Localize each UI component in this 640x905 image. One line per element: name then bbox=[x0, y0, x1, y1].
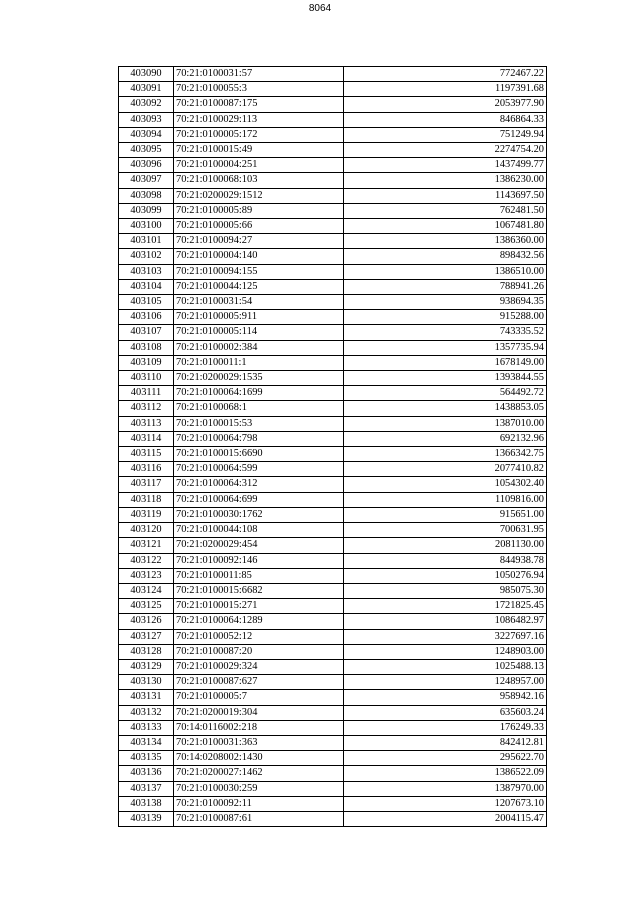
cadastral-number-cell: 70:21:0100015:6682 bbox=[174, 583, 344, 598]
row-number-cell: 403127 bbox=[119, 629, 174, 644]
row-number-cell: 403130 bbox=[119, 675, 174, 690]
cadastral-number-cell: 70:21:0100052:12 bbox=[174, 629, 344, 644]
cadastral-number-cell: 70:21:0100094:27 bbox=[174, 234, 344, 249]
table-row bbox=[119, 523, 547, 538]
table-row bbox=[119, 97, 547, 112]
row-number-cell: 403095 bbox=[119, 143, 174, 158]
cadastral-value-cell: 3227697.16 bbox=[344, 629, 547, 644]
table-row bbox=[119, 279, 547, 294]
row-number-cell: 403133 bbox=[119, 720, 174, 735]
table-row bbox=[119, 173, 547, 188]
cadastral-number-cell: 70:21:0100031:54 bbox=[174, 295, 344, 310]
cadastral-value-cell: 1386230.00 bbox=[344, 173, 547, 188]
row-number-cell: 403112 bbox=[119, 401, 174, 416]
cadastral-value-cell: 2077410.82 bbox=[344, 462, 547, 477]
row-number-cell: 403131 bbox=[119, 690, 174, 705]
table-row bbox=[119, 477, 547, 492]
cadastral-number-cell: 70:21:0200027:1462 bbox=[174, 766, 344, 781]
cadastral-number-cell: 70:21:0100044:108 bbox=[174, 523, 344, 538]
cadastral-value-cell: 788941.26 bbox=[344, 279, 547, 294]
cadastral-value-cell: 772467.22 bbox=[344, 67, 547, 82]
cadastral-value-cell: 1025488.13 bbox=[344, 659, 547, 674]
table-row bbox=[119, 705, 547, 720]
cadastral-number-cell: 70:21:0100030:1762 bbox=[174, 507, 344, 522]
cadastral-value-cell: 2004115.47 bbox=[344, 811, 547, 826]
table-row bbox=[119, 811, 547, 826]
table-row bbox=[119, 310, 547, 325]
cadastral-number-cell: 70:21:0100092:146 bbox=[174, 553, 344, 568]
cadastral-value-cell: 1437499.77 bbox=[344, 158, 547, 173]
cadastral-value-cell: 743335.52 bbox=[344, 325, 547, 340]
row-number-cell: 403109 bbox=[119, 355, 174, 370]
row-number-cell: 403135 bbox=[119, 751, 174, 766]
table-row bbox=[119, 796, 547, 811]
table-row bbox=[119, 416, 547, 431]
cadastral-value-cell: 1248957.00 bbox=[344, 675, 547, 690]
table-row bbox=[119, 599, 547, 614]
cadastral-number-cell: 70:21:0100011:85 bbox=[174, 568, 344, 583]
registry-table bbox=[118, 66, 547, 827]
cadastral-value-cell: 2274754.20 bbox=[344, 143, 547, 158]
row-number-cell: 403105 bbox=[119, 295, 174, 310]
cadastral-number-cell: 70:21:0100087:627 bbox=[174, 675, 344, 690]
table-row bbox=[119, 203, 547, 218]
table-row bbox=[119, 462, 547, 477]
cadastral-value-cell: 1387970.00 bbox=[344, 781, 547, 796]
row-number-cell: 403128 bbox=[119, 644, 174, 659]
cadastral-value-cell: 635603.24 bbox=[344, 705, 547, 720]
cadastral-number-cell: 70:21:0100064:312 bbox=[174, 477, 344, 492]
row-number-cell: 403104 bbox=[119, 279, 174, 294]
cadastral-value-cell: 915651.00 bbox=[344, 507, 547, 522]
cadastral-value-cell: 2053977.90 bbox=[344, 97, 547, 112]
cadastral-value-cell: 692132.96 bbox=[344, 431, 547, 446]
row-number-cell: 403123 bbox=[119, 568, 174, 583]
cadastral-number-cell: 70:21:0100094:155 bbox=[174, 264, 344, 279]
cadastral-value-cell: 1386510.00 bbox=[344, 264, 547, 279]
cadastral-number-cell: 70:21:0100005:172 bbox=[174, 127, 344, 142]
cadastral-number-cell: 70:21:0200029:1512 bbox=[174, 188, 344, 203]
table-row bbox=[119, 325, 547, 340]
row-number-cell: 403103 bbox=[119, 264, 174, 279]
row-number-cell: 403137 bbox=[119, 781, 174, 796]
table-row bbox=[119, 82, 547, 97]
row-number-cell: 403113 bbox=[119, 416, 174, 431]
cadastral-number-cell: 70:21:0100004:251 bbox=[174, 158, 344, 173]
cadastral-value-cell: 564492.72 bbox=[344, 386, 547, 401]
cadastral-number-cell: 70:21:0100015:49 bbox=[174, 143, 344, 158]
table-row bbox=[119, 249, 547, 264]
cadastral-number-cell: 70:21:0200029:454 bbox=[174, 538, 344, 553]
row-number-cell: 403111 bbox=[119, 386, 174, 401]
table-row bbox=[119, 568, 547, 583]
cadastral-number-cell: 70:21:0200019:304 bbox=[174, 705, 344, 720]
cadastral-number-cell: 70:21:0100092:11 bbox=[174, 796, 344, 811]
row-number-cell: 403122 bbox=[119, 553, 174, 568]
cadastral-value-cell: 751249.94 bbox=[344, 127, 547, 142]
row-number-cell: 403100 bbox=[119, 219, 174, 234]
table-row bbox=[119, 386, 547, 401]
cadastral-number-cell: 70:21:0100064:798 bbox=[174, 431, 344, 446]
table-row bbox=[119, 720, 547, 735]
table-row bbox=[119, 492, 547, 507]
table-row bbox=[119, 781, 547, 796]
table-row bbox=[119, 340, 547, 355]
table-row bbox=[119, 371, 547, 386]
row-number-cell: 403115 bbox=[119, 447, 174, 462]
cadastral-number-cell: 70:21:0100087:20 bbox=[174, 644, 344, 659]
row-number-cell: 403094 bbox=[119, 127, 174, 142]
cadastral-value-cell: 1054302.40 bbox=[344, 477, 547, 492]
row-number-cell: 403114 bbox=[119, 431, 174, 446]
cadastral-value-cell: 1386360.00 bbox=[344, 234, 547, 249]
cadastral-value-cell: 295622.70 bbox=[344, 751, 547, 766]
table-row bbox=[119, 644, 547, 659]
row-number-cell: 403110 bbox=[119, 371, 174, 386]
cadastral-value-cell: 1143697.50 bbox=[344, 188, 547, 203]
cadastral-number-cell: 70:21:0100011:1 bbox=[174, 355, 344, 370]
row-number-cell: 403097 bbox=[119, 173, 174, 188]
cadastral-number-cell: 70:21:0100005:911 bbox=[174, 310, 344, 325]
cadastral-number-cell: 70:21:0100029:324 bbox=[174, 659, 344, 674]
cadastral-number-cell: 70:21:0100029:113 bbox=[174, 112, 344, 127]
cadastral-number-cell: 70:21:0100031:363 bbox=[174, 735, 344, 750]
cadastral-value-cell: 1086482.97 bbox=[344, 614, 547, 629]
row-number-cell: 403106 bbox=[119, 310, 174, 325]
row-number-cell: 403108 bbox=[119, 340, 174, 355]
cadastral-value-cell: 844938.78 bbox=[344, 553, 547, 568]
cadastral-number-cell: 70:14:0208002:1430 bbox=[174, 751, 344, 766]
row-number-cell: 403107 bbox=[119, 325, 174, 340]
cadastral-number-cell: 70:21:0100068:103 bbox=[174, 173, 344, 188]
cadastral-value-cell: 1387010.00 bbox=[344, 416, 547, 431]
cadastral-value-cell: 938694.35 bbox=[344, 295, 547, 310]
cadastral-number-cell: 70:21:0100064:599 bbox=[174, 462, 344, 477]
table-row bbox=[119, 295, 547, 310]
cadastral-number-cell: 70:21:0100005:7 bbox=[174, 690, 344, 705]
table-row bbox=[119, 751, 547, 766]
table-row bbox=[119, 690, 547, 705]
cadastral-number-cell: 70:21:0100064:699 bbox=[174, 492, 344, 507]
page-number: 8064 bbox=[308, 3, 332, 14]
cadastral-value-cell: 1357735.94 bbox=[344, 340, 547, 355]
table-row bbox=[119, 143, 547, 158]
cadastral-number-cell: 70:21:0100055:3 bbox=[174, 82, 344, 97]
cadastral-value-cell: 1438853.05 bbox=[344, 401, 547, 416]
cadastral-value-cell: 700631.95 bbox=[344, 523, 547, 538]
cadastral-value-cell: 846864.33 bbox=[344, 112, 547, 127]
cadastral-value-cell: 2081130.00 bbox=[344, 538, 547, 553]
cadastral-value-cell: 958942.16 bbox=[344, 690, 547, 705]
row-number-cell: 403120 bbox=[119, 523, 174, 538]
table-row bbox=[119, 112, 547, 127]
cadastral-number-cell: 70:21:0100015:53 bbox=[174, 416, 344, 431]
cadastral-value-cell: 1109816.00 bbox=[344, 492, 547, 507]
cadastral-value-cell: 842412.81 bbox=[344, 735, 547, 750]
cadastral-value-cell: 1248903.00 bbox=[344, 644, 547, 659]
cadastral-value-cell: 1067481.80 bbox=[344, 219, 547, 234]
cadastral-number-cell: 70:21:0100064:1289 bbox=[174, 614, 344, 629]
cadastral-value-cell: 1050276.94 bbox=[344, 568, 547, 583]
table-row bbox=[119, 67, 547, 82]
table-row bbox=[119, 735, 547, 750]
table-row bbox=[119, 553, 547, 568]
table-row bbox=[119, 219, 547, 234]
row-number-cell: 403132 bbox=[119, 705, 174, 720]
row-number-cell: 403099 bbox=[119, 203, 174, 218]
row-number-cell: 403138 bbox=[119, 796, 174, 811]
cadastral-number-cell: 70:21:0100005:89 bbox=[174, 203, 344, 218]
cadastral-value-cell: 1721825.45 bbox=[344, 599, 547, 614]
row-number-cell: 403098 bbox=[119, 188, 174, 203]
table-row bbox=[119, 507, 547, 522]
cadastral-number-cell: 70:21:0100064:1699 bbox=[174, 386, 344, 401]
row-number-cell: 403090 bbox=[119, 67, 174, 82]
cadastral-value-cell: 1366342.75 bbox=[344, 447, 547, 462]
row-number-cell: 403096 bbox=[119, 158, 174, 173]
cadastral-number-cell: 70:21:0100031:57 bbox=[174, 67, 344, 82]
cadastral-value-cell: 1678149.00 bbox=[344, 355, 547, 370]
cadastral-value-cell: 1197391.68 bbox=[344, 82, 547, 97]
cadastral-value-cell: 915288.00 bbox=[344, 310, 547, 325]
table-row bbox=[119, 234, 547, 249]
table-row bbox=[119, 355, 547, 370]
cadastral-number-cell: 70:21:0200029:1535 bbox=[174, 371, 344, 386]
table-row bbox=[119, 158, 547, 173]
row-number-cell: 403139 bbox=[119, 811, 174, 826]
cadastral-number-cell: 70:21:0100015:6690 bbox=[174, 447, 344, 462]
table-row bbox=[119, 538, 547, 553]
table-row bbox=[119, 264, 547, 279]
row-number-cell: 403126 bbox=[119, 614, 174, 629]
cadastral-number-cell: 70:21:0100005:66 bbox=[174, 219, 344, 234]
cadastral-value-cell: 1386522.09 bbox=[344, 766, 547, 781]
cadastral-number-cell: 70:21:0100005:114 bbox=[174, 325, 344, 340]
cadastral-number-cell: 70:21:0100015:271 bbox=[174, 599, 344, 614]
cadastral-number-cell: 70:21:0100030:259 bbox=[174, 781, 344, 796]
cadastral-value-cell: 1207673.10 bbox=[344, 796, 547, 811]
row-number-cell: 403116 bbox=[119, 462, 174, 477]
registry-table-body bbox=[119, 67, 547, 827]
row-number-cell: 403134 bbox=[119, 735, 174, 750]
table-row bbox=[119, 675, 547, 690]
cadastral-value-cell: 898432.56 bbox=[344, 249, 547, 264]
table-row bbox=[119, 766, 547, 781]
table-row bbox=[119, 659, 547, 674]
row-number-cell: 403102 bbox=[119, 249, 174, 264]
table-row bbox=[119, 447, 547, 462]
table-row bbox=[119, 188, 547, 203]
table-row bbox=[119, 614, 547, 629]
row-number-cell: 403124 bbox=[119, 583, 174, 598]
row-number-cell: 403117 bbox=[119, 477, 174, 492]
row-number-cell: 403121 bbox=[119, 538, 174, 553]
table-row bbox=[119, 431, 547, 446]
cadastral-value-cell: 1393844.55 bbox=[344, 371, 547, 386]
table-row bbox=[119, 583, 547, 598]
row-number-cell: 403093 bbox=[119, 112, 174, 127]
row-number-cell: 403136 bbox=[119, 766, 174, 781]
table-row bbox=[119, 629, 547, 644]
row-number-cell: 403092 bbox=[119, 97, 174, 112]
cadastral-number-cell: 70:21:0100087:61 bbox=[174, 811, 344, 826]
cadastral-number-cell: 70:21:0100004:140 bbox=[174, 249, 344, 264]
row-number-cell: 403119 bbox=[119, 507, 174, 522]
row-number-cell: 403101 bbox=[119, 234, 174, 249]
row-number-cell: 403125 bbox=[119, 599, 174, 614]
cadastral-number-cell: 70:14:0116002:218 bbox=[174, 720, 344, 735]
cadastral-number-cell: 70:21:0100068:1 bbox=[174, 401, 344, 416]
cadastral-number-cell: 70:21:0100002:384 bbox=[174, 340, 344, 355]
row-number-cell: 403118 bbox=[119, 492, 174, 507]
table-row bbox=[119, 401, 547, 416]
cadastral-value-cell: 176249.33 bbox=[344, 720, 547, 735]
cadastral-value-cell: 762481.50 bbox=[344, 203, 547, 218]
row-number-cell: 403129 bbox=[119, 659, 174, 674]
cadastral-number-cell: 70:21:0100087:175 bbox=[174, 97, 344, 112]
cadastral-value-cell: 985075.30 bbox=[344, 583, 547, 598]
row-number-cell: 403091 bbox=[119, 82, 174, 97]
table-row bbox=[119, 127, 547, 142]
cadastral-number-cell: 70:21:0100044:125 bbox=[174, 279, 344, 294]
